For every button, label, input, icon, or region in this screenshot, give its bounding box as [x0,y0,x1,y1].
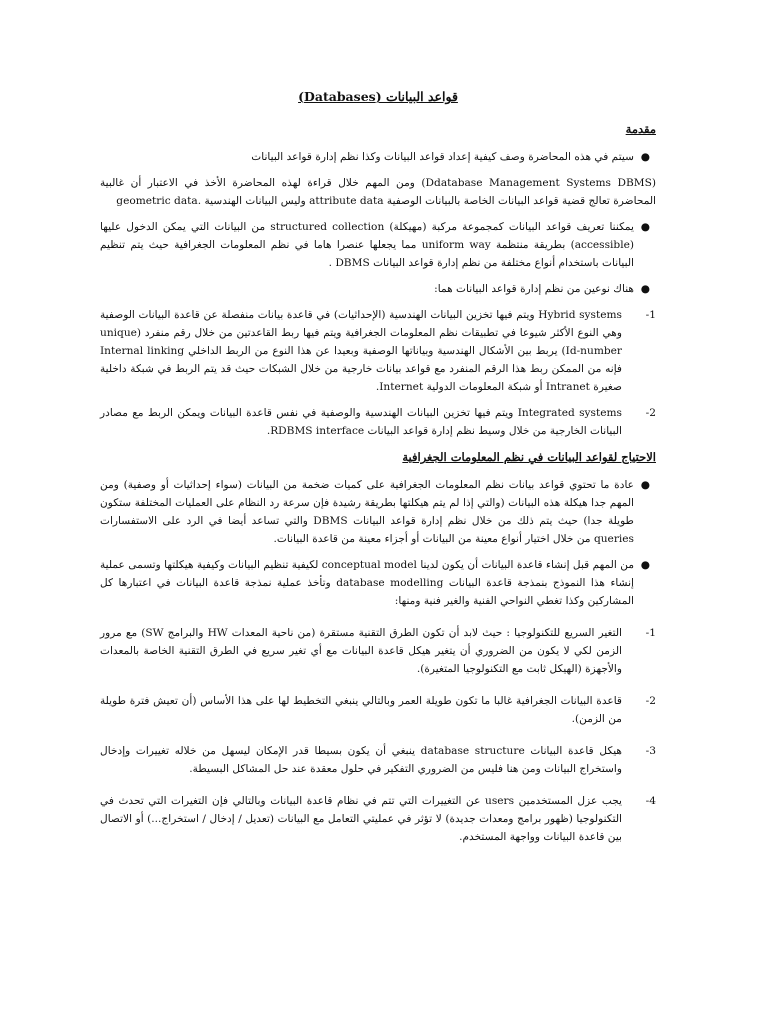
bullet-icon: ● [640,283,650,295]
type-item-text: Hybrid systems ويتم فيها تخزين البيانات الهندسية (الإحداثيات) في قاعدة بيانات منفصلة عن قاعدة البيانات الوصفية وهي النوع الأكثر شيوعا في تطبيقات نظم المعلومات الجغرافية ويتم فيها ربط القاعدتين من خلال رقم منفرد (unique Id-number) يربط بين الأشكال الهندسية وبياناتها الوصفية وبعيدا عن هذا النوع من الربط الداخلي Internal linking فإنه من الممكن ربط هذا الرقم المنفرد مع قواعد بيانات خارجية من خلال الشبكات حيث قد يتم الربط في شبكة داخلية صغيرة Intranet أو شبكة المعلومات الدولية Internet. [100,309,622,393]
need-bullet-text: من المهم قبل إنشاء قاعدة البيانات أن يكون لدينا conceptual model لكيفية تنظيم البيانات وكيفية هيكلتها وتسمى عملية إنشاء هذا النموذج بنمذجة قاعدة البيانات database modelling وتأخذ عملية نمذجة قاعدة البيانات في اعتبارها كل المشاركين وكذا تغطي النواحي الفنية والغير فنية ومنها: [100,559,634,607]
bullet-icon: ● [640,221,650,233]
structured-bullet [100,218,656,272]
document-title: قواعد البيانات (Databases) [298,89,458,104]
need-bullet-text: عادة ما تحتوي قواعد بيانات نظم المعلومات الجغرافية على كميات ضخمة من البيانات (سواء إحداثيات أو وصفية) ومن المهم جدا هيكلة هذه البيانات (والتي إذا لم يتم هيكلتها بطريقة رشيدة فإن سرعة رد النظام على العمليات المختلفة ستكون طويلة جدا) حيث يتم ذلك من خلال نظم إدارة قواعد البيانات DBMS والتي تساعد أيضا في الرد على الاستفسارات queries من خلال اختيار أنواع معينة من البيانات أو أجزاء معينة من قاعدة البيانات. [100,479,634,545]
type-item-hybrid [100,306,656,396]
list-number: -1 [645,627,656,639]
point-item-text: هيكل قاعدة البيانات database structure ينبغي أن يكون بسيطا قدر الإمكان ليسهل من خلاله تغييرات وإدخال واستخراج البيانات ومن هنا فليس من الضروري التفكير في حلول معقدة عند حل المشاكل البسيطة. [100,745,622,775]
bullet-icon: ● [640,151,650,163]
need-bullet-volume [100,476,656,548]
type-item-integrated [100,404,656,440]
intro-bullet [100,148,656,166]
point-item-text: يجب عزل المستخدمين users عن التغييرات التي تتم في نظام قاعدة البيانات وبالتالي فإن التغيرات التي تحدث في التكنولوجيا (ظهور برامج ومعدات جديدة) لا تؤثر في عمليتي التعامل مع البيانات (تعديل / إدخال / استخراج...) أو الاتصال بين قاعدة البيانات وواجهة المستخدم. [100,795,623,843]
bullet-icon: ● [640,559,650,571]
intro-bullet-text: سيتم في هذه المحاضرة وصف كيفية إعداد قواعد البيانات وكذا نظم إدارة قواعد البيانات [251,151,634,163]
types-bullet-text: هناك نوعين من نظم إدارة قواعد البيانات هما: [434,283,634,295]
point-item-1 [100,624,656,678]
list-number: -2 [645,407,656,419]
intro-paragraph: (Ddatabase Management Systems DBMS) ومن المهم خلال قراءة لهذه المحاضرة الأخذ في الاعتبار أن غالبية المحاضرة تعالج قضية قواعد البيانات الخاصة بالبيانات الوصفية attribute data وليس البيانات الهندسية .geometric data [100,177,656,207]
structured-bullet-text: يمكننا تعريف قواعد البيانات كمجموعة مركبة (مهيكلة) structured collection من البيانات التي يمكن الدخول عليها (accessible) بطريقة منتظمة uniform way مما يجعلها عنصرا هاما في نظم المعلومات الجغرافية حيث يتم تنظيم البيانات باستخدام أنواع مختلفة من نظم إدارة قواعد البيانات DBMS . [100,221,634,269]
point-item-text: التغير السريع للتكنولوجيا : حيث لابد أن تكون الطرق التقنية مستقرة (من ناحية المعدات HW والبرامج SW) مع مرور الزمن لكي لا يكون من الضروري أن يتغير هيكل قاعدة البيانات مع أي تغير سريع في الطرق التقنية الخاصة بالمعدات والأجهزة (الهيكل ثابت مع التكنولوجيا المتغيرة). [100,627,623,675]
point-item-3 [100,742,656,778]
list-number: -4 [645,795,656,807]
intro-heading: مقدمة [625,122,656,136]
bullet-icon: ● [640,479,650,491]
list-number: -2 [645,695,656,707]
types-bullet [100,280,656,298]
need-heading: الاحتياج لقواعد البيانات في نظم المعلومات الجغرافية [402,450,656,464]
type-item-text: Integrated systems ويتم فيها تخزين البيانات الهندسية والوصفية في نفس قاعدة البيانات ويمكن الربط مع مصادر البيانات الخارجية من خلال وسيط نظم إدارة قواعد البيانات RDBMS interface. [100,407,622,437]
point-item-text: قاعدة البيانات الجغرافية غالبا ما تكون طويلة العمر وبالتالي ينبغي التخطيط لها على هذا الأساس (أن تعيش فترة طويلة من الزمن). [100,695,622,725]
list-number: -1 [645,309,656,321]
point-item-4 [100,792,656,846]
list-number: -3 [645,745,656,757]
need-bullet-model [100,556,656,610]
document-page [100,88,656,854]
point-item-2 [100,692,656,728]
